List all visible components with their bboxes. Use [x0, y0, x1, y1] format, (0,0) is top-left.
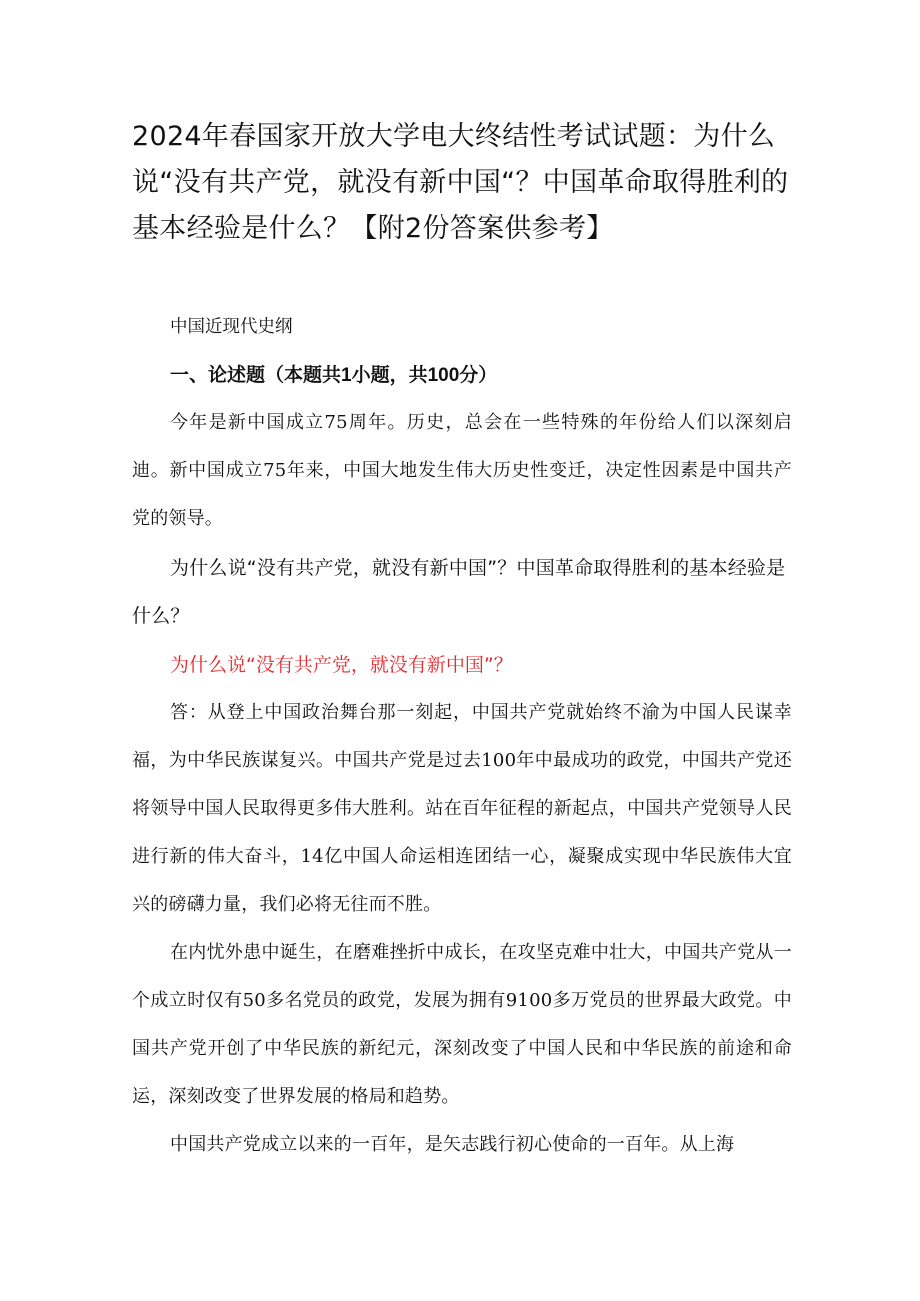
- answer-paragraph: 中国共产党成立以来的一百年，是矢志践行初心使命的一百年。从上海: [170, 1134, 735, 1155]
- course-name: 中国近现代史纲: [170, 317, 293, 337]
- section-heading: 一、论述题（本题共1小题，共100分）: [170, 365, 498, 386]
- question-text: 为什么说“没有共产党，就没有新中国”？中国革命取得胜利的基本经验是什么？: [132, 557, 786, 627]
- document-title: 2024年春国家开放大学电大终结性考试试题：为什么说“没有共产党，就没有新中国“？中国革命取得胜利的基本经验是什么？【附2份答案供参考】: [132, 121, 789, 244]
- sub-question-heading: 为什么说“没有共产党，就没有新中国”？: [170, 654, 513, 676]
- answer-paragraph: 答：从登上中国政治舞台那一刻起，中国共产党就始终不渝为中国人民谋幸福，为中华民族谋复兴。中国共产党是过去100年中最成功的政党，中国共产党还将领导中国人民取得更多伟大胜利。站在百年征程的新起点，中国共产党领导人民进行新的伟大奋斗，14亿中国人命运相连团结一心，凝聚成实现中华民族伟大宜兴的磅礴力量，我们必将无往而不胜。: [132, 702, 792, 915]
- answer-paragraph: 在内忧外患中诞生，在磨难挫折中成长，在攻坚克难中壮大，中国共产党从一个成立时仅有50多名党员的政党，发展为拥有9100多万党员的世界最大政党。中国共产党开创了中华民族的新纪元，深刻改变了中国人民和中华民族的前途和命运，深刻改变了世界发展的格局和趋势。: [132, 942, 792, 1107]
- intro-paragraph: 今年是新中国成立75周年。历史，总会在一些特殊的年份给人们以深刻启迪。新中国成立75年来，中国大地发生伟大历史性变迁，决定性因素是中国共产党的领导。: [132, 412, 792, 529]
